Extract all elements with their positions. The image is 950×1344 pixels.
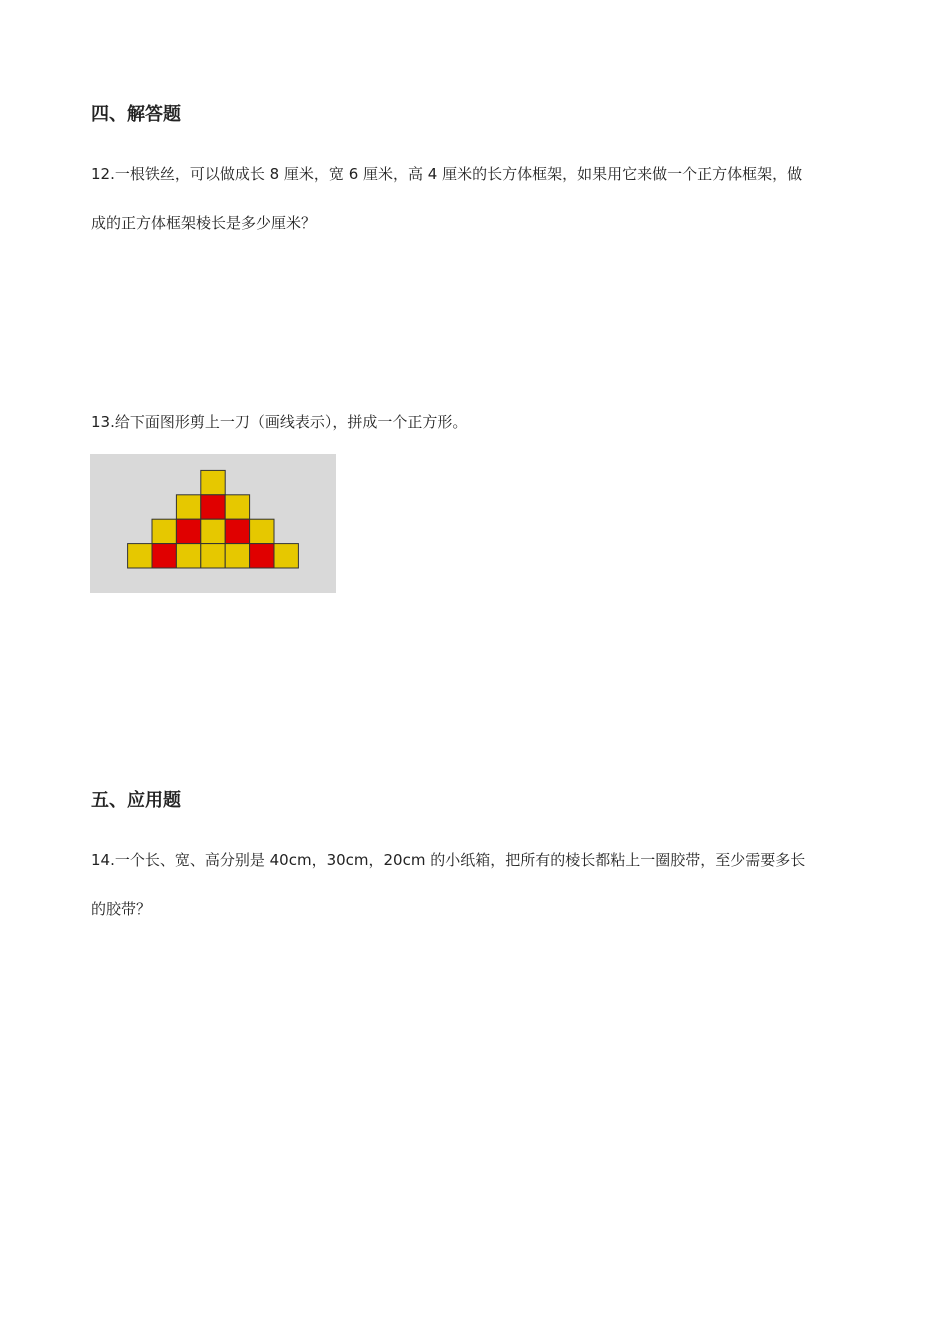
question-12-line-1: 12.一根铁丝，可以做成长 8 厘米，宽 6 厘米，高 4 厘米的长方体框架，如果用它来做一个正方体框架，做	[91, 165, 803, 183]
section-title-application: 五、应用题	[91, 790, 181, 811]
pyramid-square-red	[176, 519, 200, 543]
pyramid-square-yellow	[176, 495, 200, 519]
pyramid-square-yellow	[201, 470, 225, 494]
question-14	[91, 836, 866, 934]
pyramid-grid	[90, 454, 336, 593]
pyramid-square-red	[225, 519, 249, 543]
pyramid-square-yellow	[176, 544, 200, 568]
pyramid-square-red	[201, 495, 225, 519]
pyramid-square-yellow	[152, 519, 176, 543]
question-12-line-2: 成的正方体框架棱长是多少厘米？	[91, 214, 317, 232]
pyramid-square-red	[250, 544, 274, 568]
question-13	[91, 398, 866, 447]
question-14-line-1: 14.一个长、宽、高分别是 40cm，30cm，20cm 的小纸箱，把所有的棱长都粘上一圈胶带，至少需要多长	[91, 851, 806, 869]
pyramid-square-red	[152, 544, 176, 568]
pyramid-square-yellow	[201, 519, 225, 543]
pyramid-square-yellow	[225, 544, 249, 568]
question-14-line-2: 的胶带？	[91, 900, 152, 918]
pyramid-square-yellow	[274, 544, 298, 568]
question-12	[91, 150, 866, 248]
pyramid-square-yellow	[225, 495, 249, 519]
pyramid-square-yellow	[128, 544, 152, 568]
pyramid-figure	[90, 454, 336, 593]
question-13-line-1: 13.给下面图形剪上一刀（画线表示），拼成一个正方形。	[91, 413, 468, 431]
section-title-answer: 四、解答题	[91, 104, 181, 125]
pyramid-square-yellow	[250, 519, 274, 543]
pyramid-square-yellow	[201, 544, 225, 568]
